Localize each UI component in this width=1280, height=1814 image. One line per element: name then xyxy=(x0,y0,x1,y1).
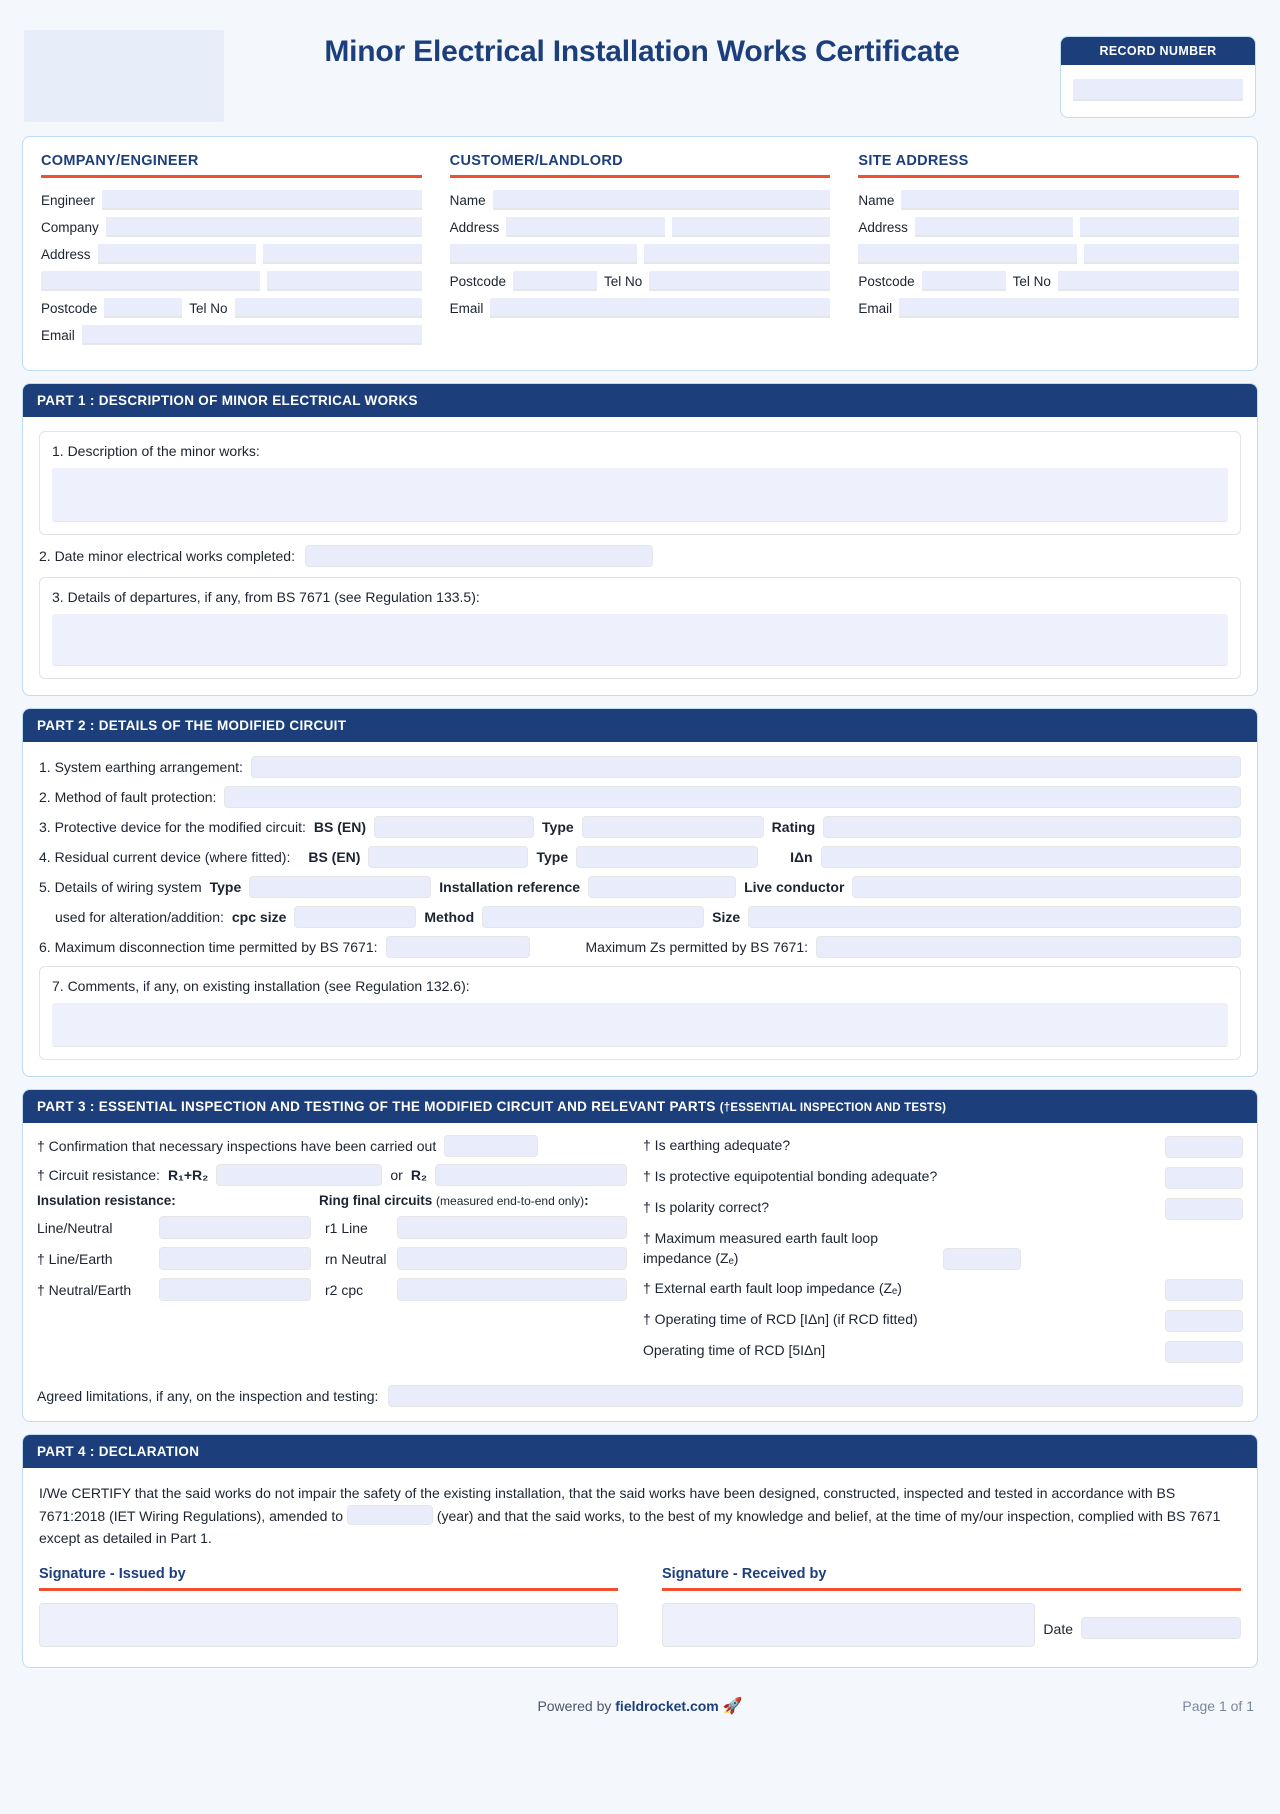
signature-received-by-title: Signature - Received by xyxy=(662,1566,827,1583)
part2-row-6 xyxy=(39,936,1241,958)
date-label: Date xyxy=(1043,1621,1073,1638)
signature-issued-by-column xyxy=(39,1566,618,1647)
protective-device-bsen-label: BS (EN) xyxy=(313,819,367,835)
wiring-type-label: Type xyxy=(209,879,242,895)
part3-measure-row-1 xyxy=(37,1216,627,1239)
declaration-text-b: (year) and that the said works, to the best of my knowledge and belief, at the time of my/our inspection, complied with BS 7671 except as detailed in Part 1. xyxy=(39,1507,1221,1547)
site-address-line3-input[interactable] xyxy=(858,244,1077,264)
part3-measure-row-2 xyxy=(37,1247,627,1270)
record-number-card xyxy=(1060,36,1256,118)
site-address-line1-input[interactable] xyxy=(915,217,1074,237)
divider xyxy=(39,1588,618,1591)
neutral-earth-input[interactable] xyxy=(159,1278,311,1301)
part2-row-1 xyxy=(39,756,1241,778)
rcd-type-input[interactable] xyxy=(576,846,758,868)
part1-departures-box xyxy=(39,577,1241,679)
r1-plus-r2-label: R₁+R₂ xyxy=(167,1167,209,1183)
part1-description-textarea[interactable] xyxy=(52,468,1228,522)
protective-device-rating-input[interactable] xyxy=(823,816,1241,838)
ring-final-label: Ring final circuits xyxy=(319,1193,433,1208)
part2-row-3 xyxy=(39,816,1241,838)
address-line2-input[interactable] xyxy=(263,244,422,264)
size-input[interactable] xyxy=(748,906,1241,928)
rcd-5idn-operating-time-input[interactable] xyxy=(1165,1341,1243,1363)
line-neutral-input[interactable] xyxy=(159,1216,311,1239)
part3-question-row-7 xyxy=(643,1340,1243,1363)
r2-label: R₂ xyxy=(410,1167,428,1183)
email-label: Email xyxy=(41,327,75,343)
r2-cpc-label: r2 cpc xyxy=(325,1281,364,1298)
address-label: Address xyxy=(41,246,91,262)
size-label: Size xyxy=(712,909,741,925)
part3-question-row-2 xyxy=(643,1166,1243,1189)
declaration-text xyxy=(23,1468,1257,1556)
method-input[interactable] xyxy=(482,906,704,928)
circuit-resistance-label: † Circuit resistance: xyxy=(37,1167,160,1183)
protective-device-bsen-input[interactable] xyxy=(374,816,534,838)
divider xyxy=(41,175,422,178)
field-row-site-address-1 xyxy=(858,217,1239,237)
contacts-row xyxy=(23,137,1257,370)
part2-row-2 xyxy=(39,786,1241,808)
site-postcode-label: Postcode xyxy=(858,273,915,289)
site-address-line4-input[interactable] xyxy=(1084,244,1239,264)
part2-comments-box xyxy=(39,966,1241,1060)
field-row-site-name xyxy=(858,190,1239,210)
part1-q2-label: 2. Date minor electrical works completed: xyxy=(39,548,295,564)
signature-received-by-pad[interactable] xyxy=(662,1603,1035,1647)
part2-comments-textarea[interactable] xyxy=(52,1003,1228,1047)
customer-name-input[interactable] xyxy=(493,190,831,210)
divider xyxy=(662,1588,1241,1591)
r1-plus-r2-input[interactable] xyxy=(216,1164,382,1186)
rcd-idn-label: IΔn xyxy=(790,849,813,865)
line-earth-input[interactable] xyxy=(159,1247,311,1270)
agreed-limitations-label: Agreed limitations, if any, on the inspection and testing: xyxy=(37,1388,379,1404)
external-ze-label: † External earth fault loop impedance (Zₑ) xyxy=(643,1280,902,1296)
record-number-label: RECORD NUMBER xyxy=(1061,37,1255,65)
part2-row-5b xyxy=(39,906,1241,928)
signature-section xyxy=(23,1556,1257,1667)
customer-name-label: Name xyxy=(449,192,486,208)
part3-question-row-6 xyxy=(643,1309,1243,1332)
field-row-engineer xyxy=(41,190,422,210)
site-name-input[interactable] xyxy=(901,190,1239,210)
signature-received-by-column xyxy=(662,1566,1241,1647)
part3-measure-row-3 xyxy=(37,1278,627,1301)
customer-landlord-title: CUSTOMER/LANDLORD xyxy=(449,153,623,169)
part2-row-5a xyxy=(39,876,1241,898)
protective-device-type-input[interactable] xyxy=(582,816,764,838)
fault-protection-input[interactable] xyxy=(224,786,1241,808)
address-line1-input[interactable] xyxy=(98,244,257,264)
title-block xyxy=(224,24,1060,71)
rocket-icon: 🚀 xyxy=(722,1698,743,1716)
max-zs-input[interactable] xyxy=(816,936,1241,958)
site-address-label: Address xyxy=(858,219,908,235)
contact-column-site-address xyxy=(858,153,1239,352)
part4-heading: PART 4 : DECLARATION xyxy=(23,1435,1257,1468)
rn-neutral-input[interactable] xyxy=(397,1247,627,1270)
email-input[interactable] xyxy=(82,325,422,345)
site-postcode-input[interactable] xyxy=(922,271,1006,291)
part1-heading: PART 1 : DESCRIPTION OF MINOR ELECTRICAL WORKS xyxy=(23,384,1257,417)
live-conductor-input[interactable] xyxy=(852,876,1241,898)
max-disconnection-time-label: 6. Maximum disconnection time permitted by BS 7671: xyxy=(39,939,378,955)
site-email-label: Email xyxy=(858,300,893,316)
part1-card xyxy=(22,383,1258,696)
part3-left-column xyxy=(37,1135,635,1371)
engineer-input[interactable] xyxy=(102,190,422,210)
customer-telno-input[interactable] xyxy=(649,271,830,291)
or-label: or xyxy=(390,1167,403,1183)
declaration-text-a: I/We CERTIFY that the said works do not impair the safety of the existing installation, that the said works have been designed, constructed, inspected and tested in accordance with BS 7671:2018 (IET Wiring Regulations), amended to xyxy=(39,1485,1176,1524)
installation-reference-input[interactable] xyxy=(588,876,736,898)
site-name-label: Name xyxy=(858,192,895,208)
page-footer xyxy=(22,1680,1258,1738)
fault-protection-label: 2. Method of fault protection: xyxy=(39,789,217,805)
method-label: Method xyxy=(424,909,475,925)
part1-departures-textarea[interactable] xyxy=(52,614,1228,666)
engineer-label: Engineer xyxy=(41,192,96,208)
part1-description-box xyxy=(39,431,1241,535)
part1-q2-row xyxy=(39,545,1241,567)
powered-by-label: Powered by xyxy=(537,1698,612,1715)
part1-q1-label: 1. Description of the minor works: xyxy=(52,443,260,459)
part3-question-row-3 xyxy=(643,1197,1243,1220)
confirmation-inspections-label: † Confirmation that necessary inspections have been carried out xyxy=(37,1138,437,1154)
page-indicator: Page 1 of 1 xyxy=(1182,1698,1254,1715)
contact-column-customer-landlord xyxy=(450,153,831,352)
site-address-title: SITE ADDRESS xyxy=(858,153,969,169)
confirmation-inspections-input[interactable] xyxy=(444,1135,538,1157)
part3-heading-main: PART 3 : ESSENTIAL INSPECTION AND TESTING OF THE MODIFIED CIRCUIT AND RELEVANT PARTS xyxy=(37,1099,720,1114)
field-row-site-email xyxy=(858,298,1239,318)
signature-received-by-row xyxy=(662,1603,1241,1647)
site-address-line2-input[interactable] xyxy=(1080,217,1239,237)
polarity-correct-label: † Is polarity correct? xyxy=(643,1199,770,1215)
max-measured-zs-input[interactable] xyxy=(943,1248,1021,1270)
rcd-operating-time-label: † Operating time of RCD [IΔn] (if RCD fitted) xyxy=(643,1311,918,1327)
alteration-addition-label: used for alteration/addition: xyxy=(55,909,224,925)
part3-confirmation-row xyxy=(37,1135,627,1157)
system-earthing-label: 1. System earthing arrangement: xyxy=(39,759,243,775)
rcd-idn-input[interactable] xyxy=(821,846,1241,868)
max-measured-zs-label: † Maximum measured earth fault loop impedance (Zₑ) xyxy=(643,1230,878,1267)
installation-reference-label: Installation reference xyxy=(439,879,581,895)
field-row-postcode-tel xyxy=(41,298,422,318)
page-header xyxy=(22,18,1258,136)
record-number-input[interactable] xyxy=(1073,79,1243,101)
rcd-bsen-input[interactable] xyxy=(368,846,528,868)
system-earthing-input[interactable] xyxy=(251,756,1241,778)
wiring-type-input[interactable] xyxy=(249,876,431,898)
equipotential-bonding-label: † Is protective equipotential bonding adequate? xyxy=(643,1168,938,1184)
part2-comments-label: 7. Comments, if any, on existing installation (see Regulation 132.6): xyxy=(52,978,470,994)
contact-column-company-engineer xyxy=(41,153,422,352)
part1-q3-label: 3. Details of departures, if any, from BS 7671 (see Regulation 133.5): xyxy=(52,589,480,605)
ring-final-circuits-heading: Ring final circuits (measured end-to-end only): xyxy=(319,1193,589,1208)
part3-subheadings xyxy=(37,1193,627,1208)
company-logo-placeholder xyxy=(24,30,224,122)
r1-line-label: r1 Line xyxy=(325,1219,368,1236)
customer-address-line2-input[interactable] xyxy=(672,217,831,237)
line-neutral-label: Line/Neutral xyxy=(37,1219,113,1236)
postcode-input[interactable] xyxy=(104,298,182,318)
customer-address-line1-input[interactable] xyxy=(506,217,665,237)
max-disconnection-time-input[interactable] xyxy=(386,936,530,958)
rcd-operating-time-input[interactable] xyxy=(1165,1310,1243,1332)
brand-link[interactable]: fieldrocket.com xyxy=(615,1698,719,1715)
part2-heading: PART 2 : DETAILS OF THE MODIFIED CIRCUIT xyxy=(23,709,1257,742)
divider xyxy=(450,175,831,178)
powered-by-block xyxy=(176,1696,1104,1716)
part2-body xyxy=(23,742,1257,1076)
live-conductor-label: Live conductor xyxy=(744,879,845,895)
divider xyxy=(858,175,1239,178)
field-row-site-postcode-tel xyxy=(858,271,1239,291)
field-row-site-address-2 xyxy=(858,244,1239,264)
date-input[interactable] xyxy=(1081,1617,1241,1639)
part4-card xyxy=(22,1434,1258,1668)
part3-agreed-limitations-row xyxy=(23,1377,1257,1421)
site-telno-label: Tel No xyxy=(1012,273,1051,289)
field-row-customer-name xyxy=(450,190,831,210)
customer-telno-label: Tel No xyxy=(603,273,643,289)
part3-heading xyxy=(23,1090,1257,1123)
company-label: Company xyxy=(41,219,99,235)
part1-body xyxy=(23,417,1257,695)
address-line4-input[interactable] xyxy=(267,271,422,291)
r2-cpc-input[interactable] xyxy=(397,1278,627,1301)
field-row-address-1 xyxy=(41,244,422,264)
field-row-company xyxy=(41,217,422,237)
field-row-address-2 xyxy=(41,271,422,291)
field-row-customer-email xyxy=(450,298,831,318)
external-ze-input[interactable] xyxy=(1165,1279,1243,1301)
part2-row-4 xyxy=(39,846,1241,868)
part1-date-completed-input[interactable] xyxy=(305,545,653,567)
telno-label: Tel No xyxy=(189,300,228,316)
rn-neutral-label: rn Neutral xyxy=(325,1250,387,1267)
company-input[interactable] xyxy=(106,217,422,237)
ring-final-note: (measured end-to-end only) xyxy=(436,1194,585,1208)
wiring-system-label: 5. Details of wiring system xyxy=(39,879,202,895)
customer-postcode-input[interactable] xyxy=(513,271,597,291)
customer-email-label: Email xyxy=(449,300,484,316)
field-row-customer-address-2 xyxy=(450,244,831,264)
contacts-card xyxy=(22,136,1258,371)
r1-line-input[interactable] xyxy=(397,1216,627,1239)
part3-circuit-resistance-row xyxy=(37,1164,627,1186)
polarity-correct-input[interactable] xyxy=(1165,1198,1243,1220)
customer-postcode-label: Postcode xyxy=(449,273,506,289)
rcd-bsen-label: BS (EN) xyxy=(308,849,361,865)
site-telno-input[interactable] xyxy=(1058,271,1239,291)
record-number-body xyxy=(1061,65,1255,117)
r2-input[interactable] xyxy=(435,1164,627,1186)
protective-device-label: 3. Protective device for the modified circuit: xyxy=(39,819,306,835)
page-title: Minor Electrical Installation Works Certificate xyxy=(324,35,960,68)
part3-heading-small: (†ESSENTIAL INSPECTION AND TESTS) xyxy=(719,1102,947,1114)
customer-address-line3-input[interactable] xyxy=(450,244,637,264)
earthing-adequate-input[interactable] xyxy=(1165,1136,1243,1158)
insulation-resistance-heading: Insulation resistance: xyxy=(37,1193,176,1208)
equipotential-bonding-input[interactable] xyxy=(1165,1167,1243,1189)
postcode-label: Postcode xyxy=(41,300,98,316)
agreed-limitations-input[interactable] xyxy=(388,1385,1243,1407)
address-line3-input[interactable] xyxy=(41,271,260,291)
telno-input[interactable] xyxy=(235,298,422,318)
part3-right-column xyxy=(635,1135,1243,1371)
cpc-size-label: cpc size xyxy=(231,909,287,925)
neutral-earth-label: † Neutral/Earth xyxy=(37,1281,132,1298)
signature-issued-by-title: Signature - Issued by xyxy=(39,1566,186,1583)
rcd-label: 4. Residual current device (where fitted): xyxy=(39,849,291,865)
field-row-customer-address-1 xyxy=(450,217,831,237)
line-earth-label: † Line/Earth xyxy=(37,1250,113,1267)
customer-email-input[interactable] xyxy=(490,298,830,318)
rcd-type-label: Type xyxy=(536,849,569,865)
protective-device-rating-label: Rating xyxy=(771,819,816,835)
field-row-email xyxy=(41,325,422,345)
protective-device-type-label: Type xyxy=(542,819,574,835)
site-email-input[interactable] xyxy=(899,298,1239,318)
signature-issued-by-pad[interactable] xyxy=(39,1603,618,1647)
part2-card xyxy=(22,708,1258,1077)
company-engineer-title: COMPANY/ENGINEER xyxy=(41,153,199,169)
field-row-customer-postcode-tel xyxy=(450,271,831,291)
customer-address-label: Address xyxy=(449,219,500,235)
part3-question-row-5 xyxy=(643,1278,1243,1301)
part3-card xyxy=(22,1089,1258,1422)
part3-question-row-4 xyxy=(643,1228,1243,1270)
max-zs-label: Maximum Zs permitted by BS 7671: xyxy=(585,939,809,955)
part3-question-row-1 xyxy=(643,1135,1243,1158)
customer-address-line4-input[interactable] xyxy=(644,244,831,264)
earthing-adequate-label: † Is earthing adequate? xyxy=(643,1137,791,1153)
amendment-year-input[interactable] xyxy=(347,1505,433,1525)
rcd-5idn-operating-time-label: Operating time of RCD [5IΔn] xyxy=(643,1342,826,1358)
part3-body xyxy=(23,1123,1257,1377)
cpc-size-input[interactable] xyxy=(294,906,416,928)
